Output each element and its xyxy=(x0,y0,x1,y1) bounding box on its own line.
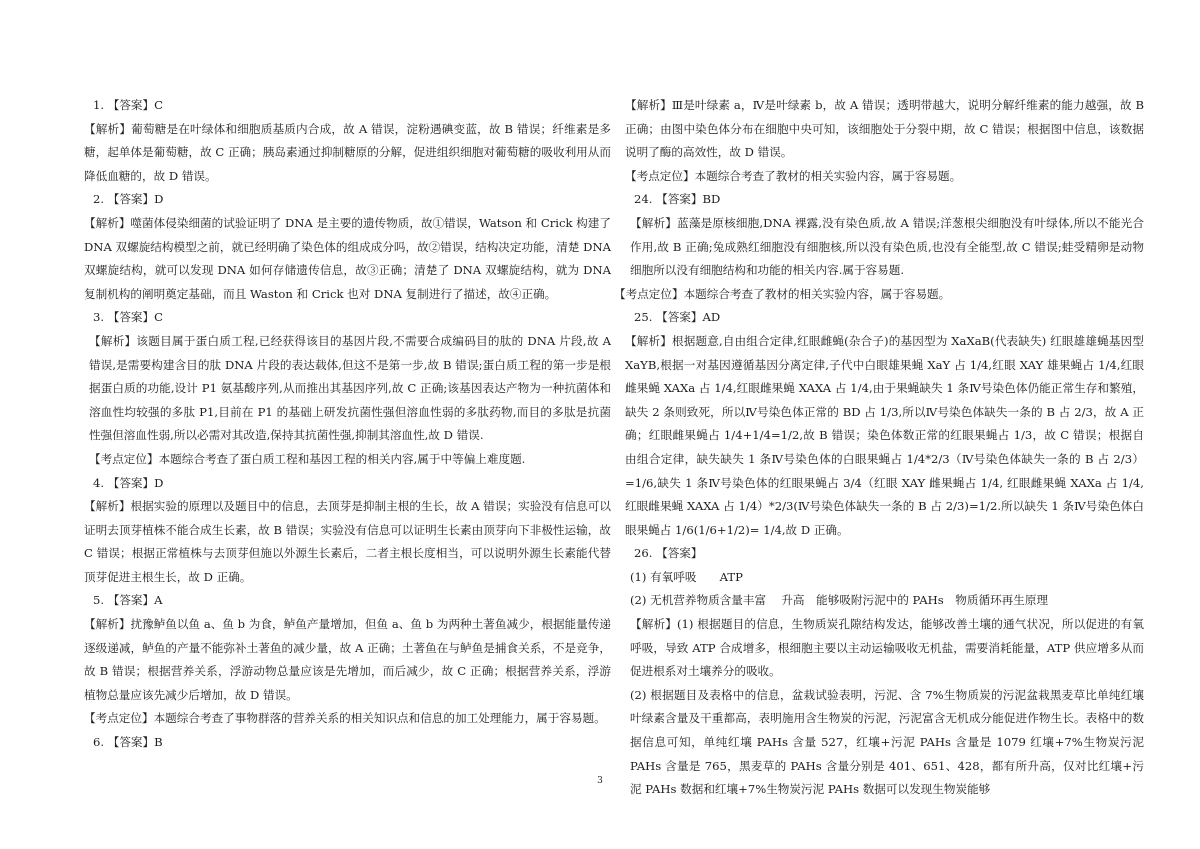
paragraph: (2) 根据题目及表格中的信息，盆栽试验表明，污泥、含 7%生物质炭的污泥盆栽黑麦草比单纯红壤叶绿素含量及干重都高，表明施用含生物炭的污泥，污泥富含无机成分能促进作物生长。表格中的数据信息可知，单纯红壤 PAHs 含量 527，红壤+污泥 PAHs 含量是 1079 红壤+7%生物炭污泥 PAHs 含量是 765，黑麦草的 PAHs 含量分别是 401、651、428，都有所升高，仅对比红壤+污泥 PAHs 数据和红壤+7%生物炭污泥 PAHs 数据可以发现生物炭能够 xyxy=(630,687,1144,797)
paragraph: 【解析】葡萄糖是在叶绿体和细胞质基质内合成，故 A 错误，淀粉遇碘变蓝，故 B 错误；纤维素是多糖，起单体是葡萄糖，故 C 正确；胰岛素通过抑制糖原的分解，促进组织细胞对葡萄糖的吸收利用从而降低血糖的，故 D 错误。 xyxy=(84,121,611,183)
paragraph: 5. 【答案】A xyxy=(93,593,163,608)
paragraph: 【解析】Ⅲ是叶绿素 a，Ⅳ是叶绿素 b，故 A 错误；透明带越大，说明分解纤维素的能力越强，故 B 正确；由图中染色体分布在细胞中央可知，该细胞处于分裂中期，故 C 错误；根据图中信息，该数据说明了酶的高效性，故 D 错误。 xyxy=(625,98,1144,160)
paragraph: 【考点定位】本题综合考查了蛋白质工程和基因工程的相关内容,属于中等偏上难度题. xyxy=(89,451,526,466)
paragraph: 【解析】(1) 根据题目的信息，生物质炭孔隙结构发达，能够改善土壤的通气状况，所以促进的有氧呼吸，导致 ATP 合成增多，根细胞主要以主动运输吸收无机盐，需要消耗能量，ATP 供应增多从而促进根系对土壤养分的吸收。 xyxy=(630,617,1144,679)
paragraph: 【解析】噬菌体侵染细菌的试验证明了 DNA 是主要的遗传物质，故①错误，Watson 和 Crick 构建了 DNA 双螺旋结构模型之前，就已经明确了染色体的组成成分吗，故②错误，结构决定功能，清楚 DNA 双螺旋结构，就可以发现 DNA 如何存储遗传信息，故③正确；清楚了 DNA 双螺旋结构，就为 DNA 复制机构的阐明奠定基础，而且 Waston 和 Crick 也对 DNA 复制进行了描述，故④正确。 xyxy=(84,215,611,301)
paragraph: 4. 【答案】D xyxy=(93,475,164,490)
paragraph: 25. 【答案】AD xyxy=(634,310,721,325)
left-column xyxy=(73,94,611,755)
paragraph: 【解析】蓝藻是原核细胞,DNA 裸露,没有染色质,故 A 错误;洋葱根尖细胞没有叶绿体,所以不能光合作用,故 B 正确;兔成熟红细胞没有细胞核,所以没有染色质,也没有全能型,故 C 错误;蛙受精卵是动物细胞所以没有细胞结构和功能的相关内容.属于容易题. xyxy=(630,215,1144,278)
page-number: 3 xyxy=(597,776,603,786)
paragraph: 2. 【答案】D xyxy=(93,192,164,207)
paragraph: 【考点定位】本题综合考查了事物群落的营养关系的相关知识点和信息的加工处理能力，属于容易题。 xyxy=(84,711,606,726)
paragraph: 【解析】该题目属于蛋白质工程,已经获得该目的基因片段,不需要合成编码目的肽的 DNA 片段,故 A 错误,是需要构建含目的肽 DNA 片段的表达载体,但这不是第一步,故 B 错误;蛋白质工程的第一步是根据蛋白质的功能,设计 P1 氨基酸序列,从而推出其基因序列,故 C 正确;该基因表达产物为一种抗菌体和溶血性均较强的多肽 P1,目前在 P1 的基础上研发抗菌性强但溶血性弱的多肽药物,而目的多肽是抗菌性强但溶血性弱,所以必需对其改造,保持其抗菌性强,抑制其溶血性,故 D 错误. xyxy=(89,333,611,443)
paragraph: 【考点定位】本题综合考查了教材的相关实验内容，属于容易题。 xyxy=(614,286,951,301)
paragraph: 6. 【答案】B xyxy=(93,735,163,750)
paragraph: 【考点定位】本题综合考查了教材的相关实验内容，属于容易题。 xyxy=(625,168,962,183)
paragraph: 26. 【答案】 xyxy=(634,546,703,561)
paragraph: 【解析】扰豫鲈鱼以鱼 a、鱼 b 为食，鲈鱼产量增加，但鱼 a、鱼 b 为两种土著鱼减少，根据能量传递逐级递减，鲈鱼的产量不能弥补土著鱼的减少量，故 A 正确；土著鱼在与鲈鱼是捕食关系，不是竞争，故 B 错误；根据营养关系，浮游动物总量应该是先增加，而后减少，故 C 正确；根据营养关系，浮游植物总量应该先减少后增加，故 D 错误。 xyxy=(84,617,611,702)
paragraph: (2) 无机营养物质含量丰富 升高 能够吸附污泥中的 PAHs 物质循环再生原理 xyxy=(630,593,1049,608)
paragraph: 1. 【答案】C xyxy=(93,98,163,112)
paragraph: 3. 【答案】C xyxy=(93,310,163,325)
paragraph: (1) 有氧呼吸 ATP xyxy=(630,569,743,584)
right-column xyxy=(614,94,1144,802)
paragraph: 【解析】根据实验的原理以及题目中的信息，去顶芽是抑制主根的生长，故 A 错误；实验没有信息可以证明去顶芽植株不能合成生长素，故 B 错误；实验没有信息可以证明生长素由顶芽向下非极性运输，故 C 错误；根据正常植株与去顶芽但施以外源生长素后，二者主根长度相当，可以说明外源生长素能代替顶芽促进主根生长，故 D 正确。 xyxy=(84,499,611,584)
paragraph: 24. 【答案】BD xyxy=(634,192,721,207)
paragraph: 【解析】根据题意,自由组合定律,红眼雌蝇(杂合子)的基因型为 XaXaB(代表缺失) 红眼雄雄蝇基因型 XaYB,根据一对基因遵循基因分离定律,子代中白眼雄果蝇 XaY 占 1/4,红眼 XAY 雄果蝇占 1/4,红眼雌果蝇 XAXa 占 1/4,红眼雌果蝇 XAXA 占 1/4,由于果蝇缺失 1 条Ⅳ号染色体仍能正常生存和繁殖，缺失 2 条则致死，所以Ⅳ号染色体正常的 BD 占 1/3,所以Ⅳ号染色体缺失一条的 B 占 2/3，故 A 正确；红眼雌果蝇占 1/4+1/4=1/2,故 B 错误；染色体数正常的红眼果蝇占 1/3，故 C 错误；根据自由组合定律，缺失缺失 1 条Ⅳ号染色体的白眼果蝇占 1/4*2/3（Ⅳ号染色体缺失一条的 B 占 2/3）=1/6,缺失 1 条Ⅳ号染色体的红眼果蝇占 3/4（红眼 XAY 雌果蝇占 1/4, 红眼雌果蝇 XAXa 占 1/4, 红眼雌果蝇 XAXA 占 1/4）*2/3(Ⅳ号染色体缺失一条的 B 占 2/3)=1/2.所以缺失 1 条Ⅳ号染色体白眼果蝇占 1/6(1/6+1/2)= 1/4,故 D 正确。 xyxy=(625,333,1144,537)
